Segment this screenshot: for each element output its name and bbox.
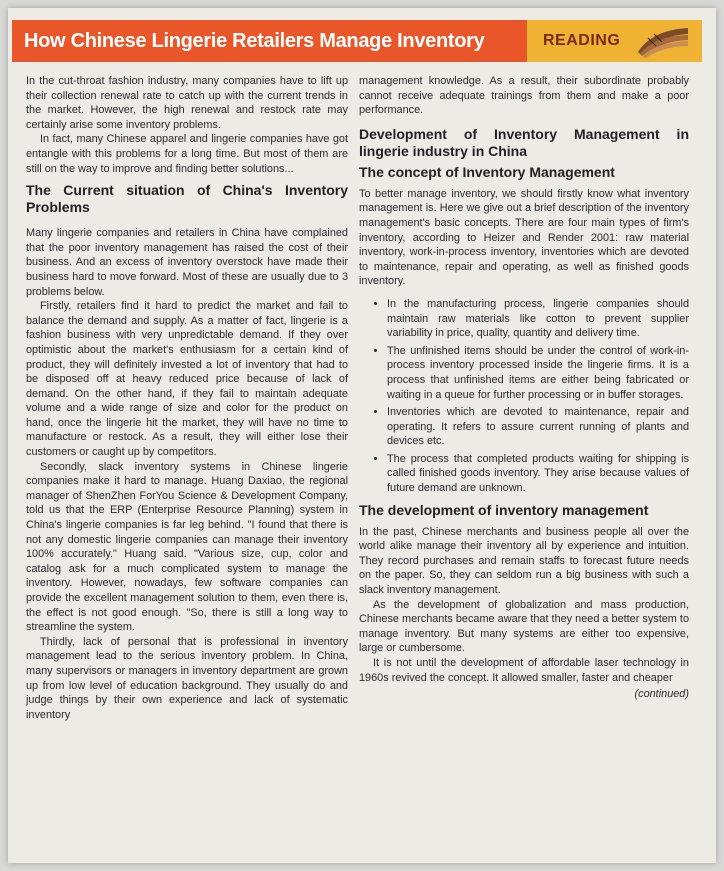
paragraph-past: In the past, Chinese merchants and business people all over the world alike manage their inventory all by experience and intuition. They record purchases and remain staffs to forecast future needs on the paper. So, they can seldom run a big business with such a slack inventory management.: [359, 525, 689, 597]
paragraph-thirdly: Thirdly, lack of personal that is professional in inventory management lead to the serious inventory problem. In China, many supervisors or managers in inventory department are grown up from low level of education background. They usually do and judge things by their own experience and lack of systematic inventory: [26, 635, 348, 721]
book-icon: [634, 24, 692, 58]
list-item: • The unfinished items should be under the control of work-in-process inventory processed inside the lingerie firms. It is a process that unfinished items are either being fabricated or waiting in a queue for further processing or in buffer storages.: [387, 344, 689, 402]
paragraph-complaints: Many lingerie companies and retailers in China have complained that the poor inventory management has raised the cost of their business. And an excess of inventory overstock have made their business hard to move forward. Most of these are usually due to 3 problems below.: [26, 227, 348, 298]
intro-paragraph: In the cut-throat fashion industry, many companies have to lift up their collection renewal rate to catch up with the current trends in the market. However, the high renewal and restock rate may certainly arise some inventory problems.: [26, 75, 348, 131]
paragraph-secondly: Secondly, slack inventory systems in Chinese lingerie companies make it hard to manage. Huang Daxiao, the regional manager of ShenZhen ForYou Science & Development Company, told us that the ERP (Enterprise Resource Planning) system in China's lingerie companies is far leg behind. "I found that there is not any domestic lingerie companies can manage their inventory 100% accurately." Huang said. "Various size, cup, color and catalog ask for a much complicated system to manage the inventory. However, nowadays, few software companies can provide the excellent management solution to them, even there is, the effect is not good enough. "So, there is still a long way to streamline the system.: [26, 460, 348, 634]
paragraph-globalization: As the development of globalization and mass production, Chinese merchants became aware that they need a better system to manage inventory. But many systems are either too expensive, large or cumbersome.: [359, 598, 689, 655]
article-header: [12, 20, 702, 62]
magazine-page: [8, 8, 716, 863]
article-title: How Chinese Lingerie Retailers Manage Inventory: [12, 20, 527, 62]
reading-label: READING: [543, 32, 621, 49]
paragraph-firstly: Firstly, retailers find it hard to predict the market and fail to balance the demand and supply. As a matter of fact, lingerie is a fashion business with very unpredictable demand. If they over optimistic about the market's enthusiasm for a certain kind of product, they will definitely invested a lot of inventory that had to be disposed off at heavy reduced price because of lack of demand. On the other hand, if they fail to maintain adequate volume and a wide range of size and color for the product on hand, once the lingerie hit the market, they will have no time to manufacture or restock. As a result, they will either lose their customers or caught up by competitors.: [26, 300, 348, 459]
heading-development-inventory: The development of inventory management: [359, 501, 649, 518]
right-column: [359, 74, 689, 702]
list-item: • In the manufacturing process, lingerie companies should maintain raw materials like cotton to prevent supplier variability in price, quality, quantity and delivery time.: [387, 297, 689, 341]
intro-paragraph-2: In fact, many Chinese apparel and lingerie companies have got entangle with this problems for a long time. But most of them are still on the way to improve and finding better solutions...: [26, 133, 348, 175]
list-item: • Inventories which are devoted to maintenance, repair and operating. It refers to assure current running of plants and devices etc.: [387, 405, 689, 449]
heading-current-situation: The Current situation of China's Inventory Problems: [26, 182, 348, 216]
heading-concept: The concept of Inventory Management: [359, 163, 615, 180]
list-item: • The process that completed products waiting for shipping is called finished goods inventory. They arise because values of future demand are unknown.: [387, 452, 689, 496]
heading-development-lingerie: Development of Inventory Management in lingerie industry in China: [359, 125, 689, 159]
left-column: [26, 74, 348, 722]
paragraph-continued: management knowledge. As a result, their subordinate probably cannot receive adequate trainings from them and make a poor performance.: [359, 75, 689, 117]
continued-label: (continued): [634, 688, 689, 701]
inventory-type-list: [359, 297, 689, 496]
section-tag: [527, 20, 702, 62]
paragraph-concept: To better manage inventory, we should firstly know what inventory management is. Here we give out a brief description of the inventory management's basic concepts. There are four main types of firm's inventory, according to Heizer and Render 2001: raw material inventory, work-in-process inventory, inventories which are devoted to maintenance, repair and operating, as well as finished goods inventory.: [359, 187, 689, 288]
paragraph-laser: It is not until the development of affordable laser technology in 1960s revived the concept. It allowed smaller, faster and cheaper: [359, 657, 689, 684]
